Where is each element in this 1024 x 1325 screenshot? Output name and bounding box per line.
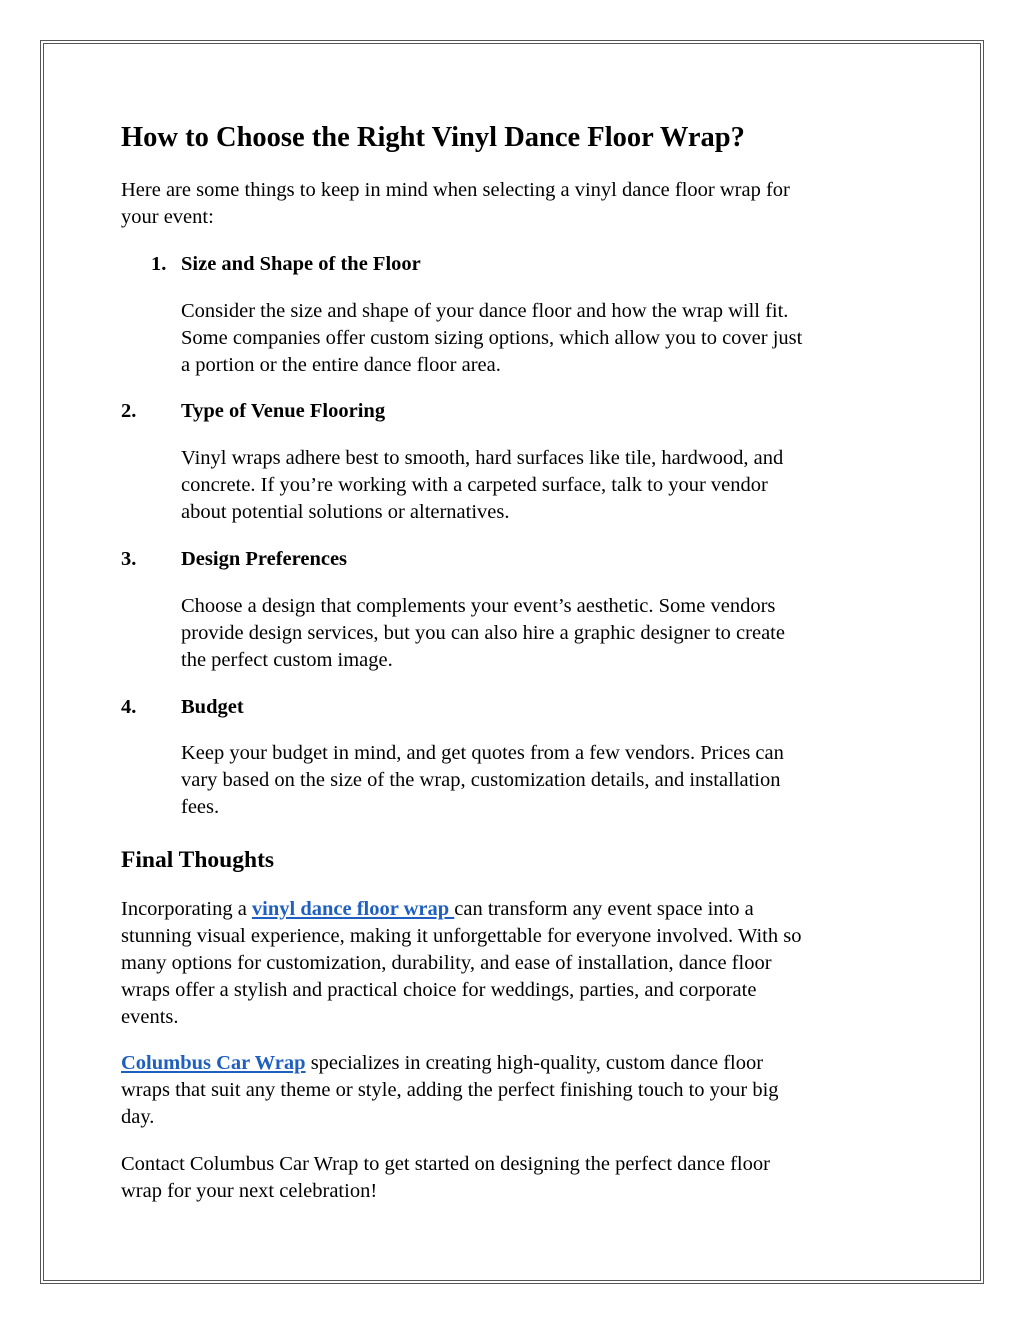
list-item-2-line-2: concrete. If you’re working with a carpeted surface, talk to your vendor: [181, 474, 768, 496]
intro-paragraph: [121, 177, 911, 231]
list-item-2-line-1: Vinyl wraps adhere best to smooth, hard surfaces like tile, hardwood, and: [181, 447, 784, 469]
intro-line-2: your event:: [121, 206, 214, 228]
list-item-number-3: 3.: [121, 548, 137, 570]
list-item-number-1: 1.: [151, 253, 167, 275]
list-item-body-4: [181, 740, 911, 821]
list-item-4-line-1: Keep your budget in mind, and get quotes from a few vendors. Prices can: [181, 742, 784, 764]
list-item-2-line-3: about potential solutions or alternatives.: [181, 501, 510, 523]
list-item-title-1: Size and Shape of the Floor: [181, 253, 421, 275]
list-item-1-line-3: a portion or the entire dance floor area.: [181, 354, 501, 376]
final-paragraph-2: [121, 1050, 911, 1131]
final-paragraph-3: [121, 1151, 911, 1205]
list-item-3-line-3: the perfect custom image.: [181, 649, 393, 671]
list-item-number-4: 4.: [121, 696, 137, 718]
final-thoughts-heading: Final Thoughts: [121, 847, 275, 873]
list-item-4-line-2: vary based on the size of the wrap, customization details, and installation: [181, 769, 781, 791]
list-item-3-line-1: Choose a design that complements your event’s aesthetic. Some vendors: [181, 595, 776, 617]
final-paragraph-1-line-3: many options for customization, durability, and ease of installation, dance floor: [121, 952, 772, 974]
list-item-body-3: [181, 593, 911, 674]
list-item-number-2: 2.: [121, 400, 137, 422]
final-paragraph-2-line-1: [121, 1050, 911, 1077]
list-item-4-line-3: fees.: [181, 796, 220, 818]
final-p1-line1-rest: can transform any event space into a: [454, 898, 754, 920]
list-item-body-2: [181, 445, 911, 526]
list-item-title-2: Type of Venue Flooring: [181, 400, 386, 422]
final-paragraph-2-line-3: day.: [121, 1106, 155, 1128]
final-p2-line1-rest: specializes in creating high-quality, custom dance floor: [305, 1052, 764, 1074]
page-title: How to Choose the Right Vinyl Dance Floor Wrap?: [121, 122, 745, 153]
final-paragraph-1-line-5: events.: [121, 1006, 179, 1028]
final-paragraph-1: [121, 896, 911, 1031]
list-item-1-line-1: Consider the size and shape of your dance floor and how the wrap will fit.: [181, 300, 789, 322]
final-paragraph-1-line-2: stunning visual experience, making it unforgettable for everyone involved. With so: [121, 925, 802, 947]
final-paragraph-1-line-1: [121, 896, 911, 923]
intro-line-1: Here are some things to keep in mind when selecting a vinyl dance floor wrap for: [121, 179, 790, 201]
list-item-3-line-2: provide design services, but you can also hire a graphic designer to create: [181, 622, 785, 644]
list-item-1-line-2: Some companies offer custom sizing options, which allow you to cover just: [181, 327, 803, 349]
final-paragraph-2-line-2: wraps that suit any theme or style, adding the perfect finishing touch to your big: [121, 1079, 779, 1101]
final-paragraph-1-line-4: wraps offer a stylish and practical choice for weddings, parties, and corporate: [121, 979, 757, 1001]
final-p1-prefix: Incorporating a: [121, 898, 252, 920]
final-paragraph-3-line-1: Contact Columbus Car Wrap to get started on designing the perfect dance floor: [121, 1153, 770, 1175]
list-item-body-1: [181, 298, 911, 379]
list-item-title-4: Budget: [181, 696, 244, 718]
final-paragraph-3-line-2: wrap for your next celebration!: [121, 1180, 378, 1202]
list-item-title-3: Design Preferences: [181, 548, 348, 570]
columbus-car-wrap-link[interactable]: Columbus Car Wrap: [121, 1052, 306, 1074]
vinyl-dance-floor-wrap-link[interactable]: vinyl dance floor wrap: [251, 898, 455, 920]
